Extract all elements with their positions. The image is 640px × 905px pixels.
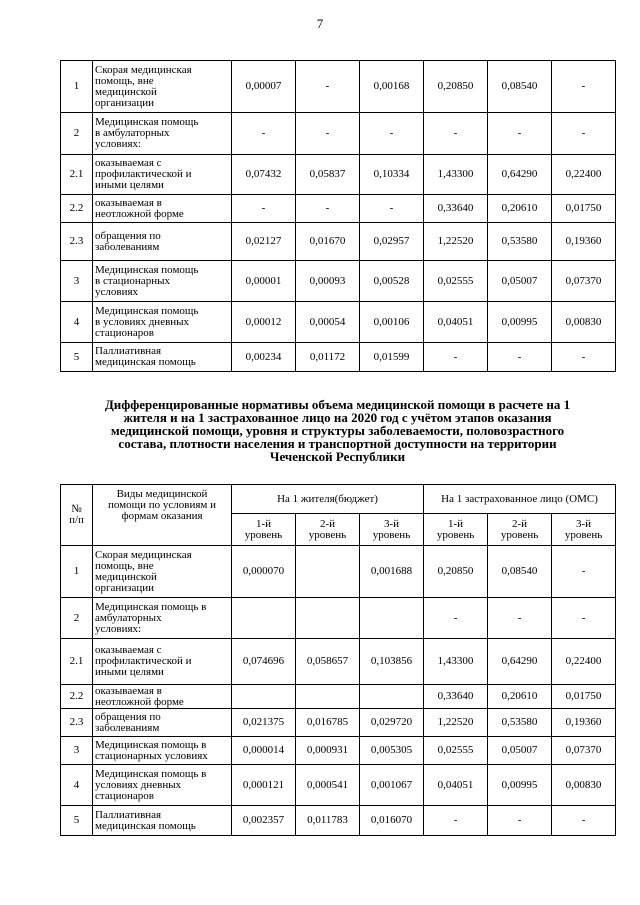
heading-line: состава, плотности населения и транспортной доступности на территории [118, 436, 557, 451]
value-cell: 0,00007 [232, 61, 296, 113]
value-cell: 0,00106 [360, 302, 424, 343]
text-line: Паллиативная [95, 808, 162, 821]
value-cell: - [552, 61, 616, 113]
table-row [61, 113, 616, 155]
text-line: уровень [372, 528, 411, 541]
value-cell: 0,021375 [232, 709, 296, 737]
care-type-name [93, 61, 232, 113]
value-cell: 0,01750 [552, 195, 616, 223]
text-line: иными целями [95, 666, 164, 678]
heading-line: Чеченской Республики [269, 449, 406, 464]
text-line: обращения по [95, 229, 161, 242]
value-cell: 0,01670 [296, 223, 360, 261]
care-type-name [93, 639, 232, 685]
header-level [424, 514, 488, 546]
value-cell: 0,001688 [360, 546, 424, 598]
value-cell: 0,08540 [488, 546, 552, 598]
row-number: 5 [61, 806, 93, 836]
text-line: профилактической и [95, 655, 192, 667]
value-cell [296, 546, 360, 598]
value-cell [360, 685, 424, 709]
value-cell: - [424, 598, 488, 639]
row-number: 2.3 [61, 709, 93, 737]
row-number: 2.2 [61, 195, 93, 223]
care-type-name [93, 737, 232, 765]
value-cell: 0,00054 [296, 302, 360, 343]
header-budget-group: На 1 жителя(бюджет) [232, 485, 424, 514]
text-line: 2-й [319, 517, 336, 530]
care-type-name [93, 546, 232, 598]
text-line: условиях: [95, 622, 142, 635]
heading-line: медицинской помощи, уровня и структуры заболеваемости, половозрастного [110, 423, 565, 438]
value-cell: 0,20850 [424, 61, 488, 113]
row-number: 3 [61, 261, 93, 302]
value-cell: - [488, 113, 552, 155]
value-cell: 0,011783 [296, 806, 360, 836]
text-line: оказываемая с [95, 644, 162, 656]
value-cell: 0,00995 [488, 765, 552, 806]
value-cell: - [232, 195, 296, 223]
text-line: амбулаторных [95, 611, 162, 624]
header-number [61, 485, 93, 546]
value-cell: 0,53580 [488, 223, 552, 261]
text-line: медицинской [95, 570, 157, 583]
table-row [61, 806, 616, 836]
text-line: помощь, вне [95, 74, 154, 87]
table-row [61, 639, 616, 685]
value-cell: 1,43300 [424, 639, 488, 685]
row-number: 5 [61, 343, 93, 372]
value-cell: 0,016070 [360, 806, 424, 836]
value-cell: 0,02127 [232, 223, 296, 261]
care-type-name [93, 685, 232, 709]
text-line: Паллиативная [95, 345, 162, 357]
value-cell: 0,00012 [232, 302, 296, 343]
value-cell: 0,002357 [232, 806, 296, 836]
header-level [488, 514, 552, 546]
value-cell: 0,07432 [232, 155, 296, 195]
text-line: помощи по условиям и [108, 499, 216, 511]
value-cell: 0,000121 [232, 765, 296, 806]
text-line: заболеваниям [95, 240, 160, 253]
value-cell: 0,33640 [424, 685, 488, 709]
value-cell: 1,22520 [424, 709, 488, 737]
text-line: условиях: [95, 138, 142, 150]
value-cell: 0,074696 [232, 639, 296, 685]
value-cell: 0,00995 [488, 302, 552, 343]
text-line: в условиях дневных [95, 315, 190, 328]
value-cell: 0,07370 [552, 261, 616, 302]
row-number: 1 [61, 546, 93, 598]
table-row [61, 302, 616, 343]
value-cell: 0,07370 [552, 737, 616, 765]
text-line: организации [95, 581, 155, 594]
section-heading [60, 398, 615, 463]
text-line: организации [95, 96, 155, 109]
text-line: 1-й [255, 517, 272, 530]
table-row [61, 261, 616, 302]
value-cell: 0,20610 [488, 195, 552, 223]
header-care-type [93, 485, 232, 546]
text-line: п/п [69, 514, 84, 526]
value-cell: 0,02555 [424, 737, 488, 765]
value-cell: 0,01599 [360, 343, 424, 372]
value-cell: 0,00830 [552, 765, 616, 806]
table-row [61, 685, 616, 709]
value-cell: 0,00001 [232, 261, 296, 302]
header-level [296, 514, 360, 546]
value-cell: 0,00528 [360, 261, 424, 302]
heading-line: жителя и на 1 застрахованное лицо на 2020 год с учётом этапов оказания [123, 410, 552, 425]
care-type-name [93, 261, 232, 302]
text-line: в стационарных [95, 274, 170, 287]
value-cell: 0,08540 [488, 61, 552, 113]
value-cell: - [552, 806, 616, 836]
value-cell: 0,000070 [232, 546, 296, 598]
care-type-name [93, 302, 232, 343]
value-cell: 0,00093 [296, 261, 360, 302]
value-cell [296, 685, 360, 709]
value-cell: 0,19360 [552, 709, 616, 737]
header-level [552, 514, 616, 546]
table-row [61, 61, 616, 113]
text-line: № [71, 503, 82, 515]
normatives-table-2 [60, 484, 616, 836]
value-cell: 0,103856 [360, 639, 424, 685]
value-cell: 0,029720 [360, 709, 424, 737]
text-line: оказываемая с [95, 157, 162, 169]
row-number: 4 [61, 765, 93, 806]
value-cell: 0,33640 [424, 195, 488, 223]
text-line: 3-й [383, 517, 400, 530]
text-line: медицинская помощь [95, 819, 196, 832]
text-line: уровень [436, 528, 475, 541]
table-row [61, 195, 616, 223]
value-cell: 0,001067 [360, 765, 424, 806]
row-number: 2.2 [61, 685, 93, 709]
text-line: профилактической и [95, 168, 192, 180]
header-level [232, 514, 296, 546]
heading-line: Дифференцированные нормативы объема медицинской помощи в расчете на 1 [104, 397, 571, 412]
row-number: 2.1 [61, 155, 93, 195]
value-cell: 0,64290 [488, 155, 552, 195]
page-number: 7 [316, 16, 324, 31]
text-line: в амбулаторных [95, 127, 170, 139]
text-line: уровень [308, 528, 347, 541]
value-cell: 0,000541 [296, 765, 360, 806]
text-line: иными целями [95, 179, 164, 191]
care-type-name [93, 113, 232, 155]
care-type-name [93, 223, 232, 261]
value-cell: - [552, 546, 616, 598]
value-cell: - [552, 113, 616, 155]
text-line: уровень [500, 528, 539, 541]
value-cell: 0,04051 [424, 765, 488, 806]
value-cell: 0,00830 [552, 302, 616, 343]
value-cell: 0,05007 [488, 261, 552, 302]
text-line: неотложной форме [95, 695, 184, 708]
text-line: Виды медицинской [116, 488, 208, 500]
text-line: 1-й [448, 517, 464, 530]
care-type-name [93, 343, 232, 372]
value-cell: - [296, 195, 360, 223]
text-line: заболеваниям [95, 721, 160, 734]
value-cell: 0,00234 [232, 343, 296, 372]
text-line: 3-й [576, 517, 592, 530]
value-cell: - [488, 806, 552, 836]
value-cell: 0,016785 [296, 709, 360, 737]
value-cell: 0,005305 [360, 737, 424, 765]
row-number: 2.1 [61, 639, 93, 685]
normatives-table-1 [60, 60, 616, 372]
value-cell: 0,00168 [360, 61, 424, 113]
header-oms-group: На 1 застрахованное лицо (ОМС) [424, 485, 616, 514]
value-cell: - [424, 113, 488, 155]
text-line: Скорая медицинская [95, 548, 192, 561]
value-cell: 0,000931 [296, 737, 360, 765]
text-line: стационаров [95, 789, 154, 802]
value-cell: 0,53580 [488, 709, 552, 737]
value-cell: - [552, 598, 616, 639]
text-line: 2-й [512, 517, 528, 530]
value-cell [232, 598, 296, 639]
value-cell: 0,05007 [488, 737, 552, 765]
text-line: Медицинская помощь в [95, 767, 207, 780]
value-cell: - [488, 598, 552, 639]
value-cell: 0,02555 [424, 261, 488, 302]
value-cell: - [232, 113, 296, 155]
text-line: стационарных условиях [95, 749, 208, 762]
value-cell: - [424, 806, 488, 836]
text-line: уровень [244, 528, 283, 541]
text-line: Медицинская помощь в [95, 600, 207, 613]
value-cell: 0,22400 [552, 639, 616, 685]
value-cell: - [296, 113, 360, 155]
row-number: 2 [61, 598, 93, 639]
header-level [360, 514, 424, 546]
text-line: условиях дневных [95, 778, 182, 791]
value-cell: 0,05837 [296, 155, 360, 195]
value-cell: - [424, 343, 488, 372]
table-row [61, 155, 616, 195]
value-cell: 0,01172 [296, 343, 360, 372]
row-number: 2.3 [61, 223, 93, 261]
care-type-name [93, 765, 232, 806]
text-line: оказываемая в [95, 684, 162, 697]
table-row [61, 598, 616, 639]
care-type-name [93, 598, 232, 639]
text-line: обращения по [95, 710, 161, 723]
header-row [61, 485, 616, 514]
table-row [61, 343, 616, 372]
text-line: оказываемая в [95, 196, 162, 209]
table-row [61, 765, 616, 806]
text-line: медицинской [95, 85, 157, 98]
row-number: 4 [61, 302, 93, 343]
care-type-name [93, 709, 232, 737]
text-line: стационаров [95, 326, 154, 339]
value-cell: - [360, 113, 424, 155]
value-cell: 0,000014 [232, 737, 296, 765]
text-line: Медицинская помощь [95, 263, 199, 276]
value-cell: 0,01750 [552, 685, 616, 709]
table-row [61, 546, 616, 598]
value-cell: - [488, 343, 552, 372]
value-cell: 0,04051 [424, 302, 488, 343]
text-line: условиях [95, 285, 139, 298]
row-number: 2 [61, 113, 93, 155]
value-cell: 0,22400 [552, 155, 616, 195]
value-cell: 0,20850 [424, 546, 488, 598]
value-cell: - [552, 343, 616, 372]
value-cell [360, 598, 424, 639]
care-type-name [93, 806, 232, 836]
value-cell: 0,19360 [552, 223, 616, 261]
text-line: формам оказания [121, 510, 203, 522]
value-cell: - [296, 61, 360, 113]
text-line: Медицинская помощь в [95, 738, 207, 751]
table-row [61, 737, 616, 765]
value-cell: 0,10334 [360, 155, 424, 195]
value-cell: 1,43300 [424, 155, 488, 195]
value-cell: - [360, 195, 424, 223]
text-line: Медицинская помощь [95, 116, 199, 128]
text-line: медицинская помощь [95, 356, 196, 368]
row-number: 3 [61, 737, 93, 765]
value-cell: 0,058657 [296, 639, 360, 685]
care-type-name [93, 155, 232, 195]
value-cell: 0,02957 [360, 223, 424, 261]
text-line: Медицинская помощь [95, 304, 199, 317]
value-cell: 0,20610 [488, 685, 552, 709]
table-row [61, 223, 616, 261]
value-cell [296, 598, 360, 639]
value-cell [232, 685, 296, 709]
text-line: уровень [564, 528, 603, 541]
table-row [61, 709, 616, 737]
text-line: помощь, вне [95, 559, 154, 572]
row-number: 1 [61, 61, 93, 113]
text-line: Скорая медицинская [95, 63, 192, 76]
care-type-name [93, 195, 232, 223]
value-cell: 1,22520 [424, 223, 488, 261]
text-line: неотложной форме [95, 207, 184, 220]
value-cell: 0,64290 [488, 639, 552, 685]
